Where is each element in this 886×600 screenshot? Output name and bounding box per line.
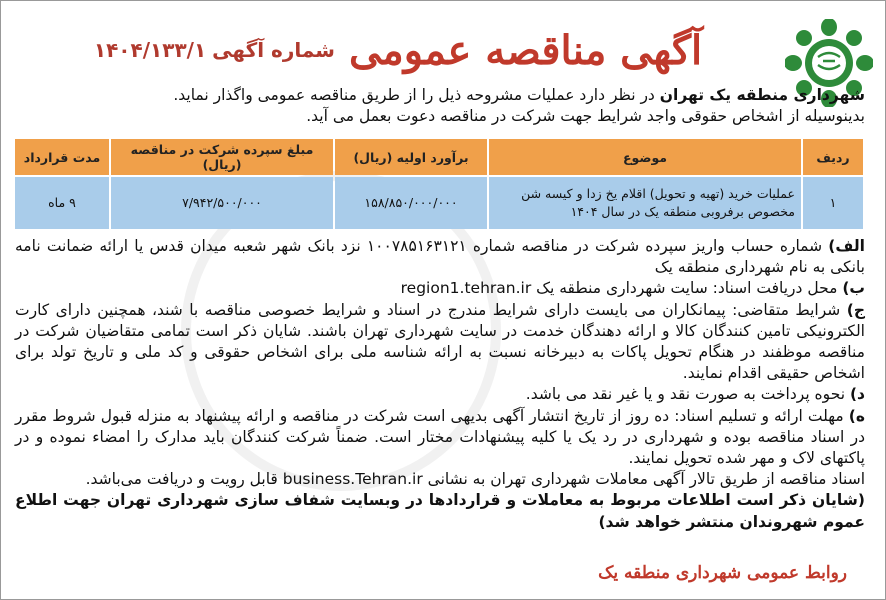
cell-deposit-amount: ۷/۹۴۲/۵۰۰/۰۰۰ <box>111 177 333 229</box>
notice-heading <box>21 15 775 85</box>
cell-subject: عملیات خرید (تهیه و تحویل) اقلام یخ زدا و کیسه شن مخصوص برفروبی منطقه یک در سال ۱۴۰۴ <box>489 177 801 229</box>
intro-paragraph <box>15 85 865 127</box>
notice-title: آگهی مناقصه عمومی <box>348 26 703 74</box>
clause-e-label: ه) <box>848 406 865 425</box>
cell-row-number: ۱ <box>803 177 863 229</box>
clause-c-label: ج) <box>846 300 865 319</box>
public-relations-signature: روابط عمومی شهرداری منطقه یک <box>598 563 847 583</box>
intro-line1: در نظر دارد عملیات مشروحه ذیل را از طریق مناقصه عمومی واگذار نماید. <box>173 86 655 104</box>
transparency-note: (شایان ذکر است اطلاعات مربوط به معاملات و قراردادها در وبسایت شفاف سازی شهرداری تهران جهت اطلاع عموم شهروندان منتشر خواهد شد) <box>15 491 865 531</box>
clause-e-text: مهلت ارائه و تسلیم اسناد: ده روز از تاریخ انتشار آگهی بدیهی است شرکت در مناقصه و ارائه پیشنهاد به منزله قبول شروط مقرر در اسناد مناقصه بوده و شهرداری در رد یک یا کلیه پیشنهادات مختار است. ضمناً شرکت کنندگان باید مدارک را امضاء نموده و در پاکتهای لاک و مهر شده تحویل نمایند. <box>15 406 865 468</box>
col-initial-estimate: برآورد اولیه (ریال) <box>335 139 487 175</box>
notice-number-block <box>94 38 335 62</box>
organization-name: شهرداری منطقه یک تهران <box>659 86 865 104</box>
clause-b <box>15 278 865 299</box>
clause-b-text: محل دریافت اسناد: سایت شهرداری منطقه یک region1.tehran.ir <box>400 279 838 298</box>
clause-d-label: د) <box>849 385 865 404</box>
table-row <box>15 177 863 229</box>
clause-e <box>15 406 865 470</box>
clause-a-label: الف) <box>828 237 865 255</box>
clause-a-text: شماره حساب واریز سپرده شرکت در مناقصه شماره ۱۰۰۷۸۵۱۶۳۱۲۱ نزد بانک شهر شعبه میدان قدس یا ارائه ضمانت نامه بانکی به نام شهرداری منطقه یک <box>15 237 865 277</box>
clause-d-text: نحوه پرداخت به صورت نقد و یا غیر نقد می باشد. <box>525 385 846 404</box>
clause-a <box>15 236 865 278</box>
clauses-section <box>15 236 865 533</box>
col-contract-duration: مدت قرارداد <box>15 139 109 175</box>
clause-c-text: شرایط متقاضی: پیمانکاران می بایست دارای شرایط مندرج در اسناد و شرایط خصوصی مناقصه با شند، همچنین دارای کارت الکترونیکی تامین کنندگان کالا و ارائه دهندگان خدمت در سایت شهرداری تهران باشند. شایان ذکر است تمامی متقاضیان شرکت در مناقصه موظفند در هنگام تحویل پاکات به دبیرخانه نسبت به ارائه شناسه ملی برای اشخاص حقوقی و کد ملی و تاریخ تولد برای اشخاص حقیقی اقدام نمایند. <box>15 300 865 383</box>
cell-contract-duration: ۹ ماه <box>15 177 109 229</box>
clause-b-label: ب) <box>842 279 865 298</box>
tender-table <box>13 137 865 231</box>
clause-d <box>15 384 865 405</box>
portal-line: اسناد مناقصه از طریق تالار آگهی معاملات شهرداری تهران به نشانی business.Tehran.ir قابل رویت و دریافت می‌باشد. <box>85 470 865 489</box>
col-row-number: ردیف <box>803 139 863 175</box>
cell-initial-estimate: ۱۵۸/۸۵۰/۰۰۰/۰۰۰ <box>335 177 487 229</box>
notice-number: ۱۴۰۴/۱۳۳/۱ <box>93 38 207 62</box>
col-deposit-amount: مبلغ سپرده شرکت در مناقصه (ریال) <box>111 139 333 175</box>
clause-c <box>15 300 865 385</box>
table-header-row <box>15 139 863 175</box>
col-subject: موضوع <box>489 139 801 175</box>
intro-line2: بدینوسیله از اشخاص حقوقی واجد شرایط جهت شرکت در مناقصه دعوت بعمل می آید. <box>306 107 865 125</box>
notice-number-label: شماره آگهی <box>212 38 335 62</box>
